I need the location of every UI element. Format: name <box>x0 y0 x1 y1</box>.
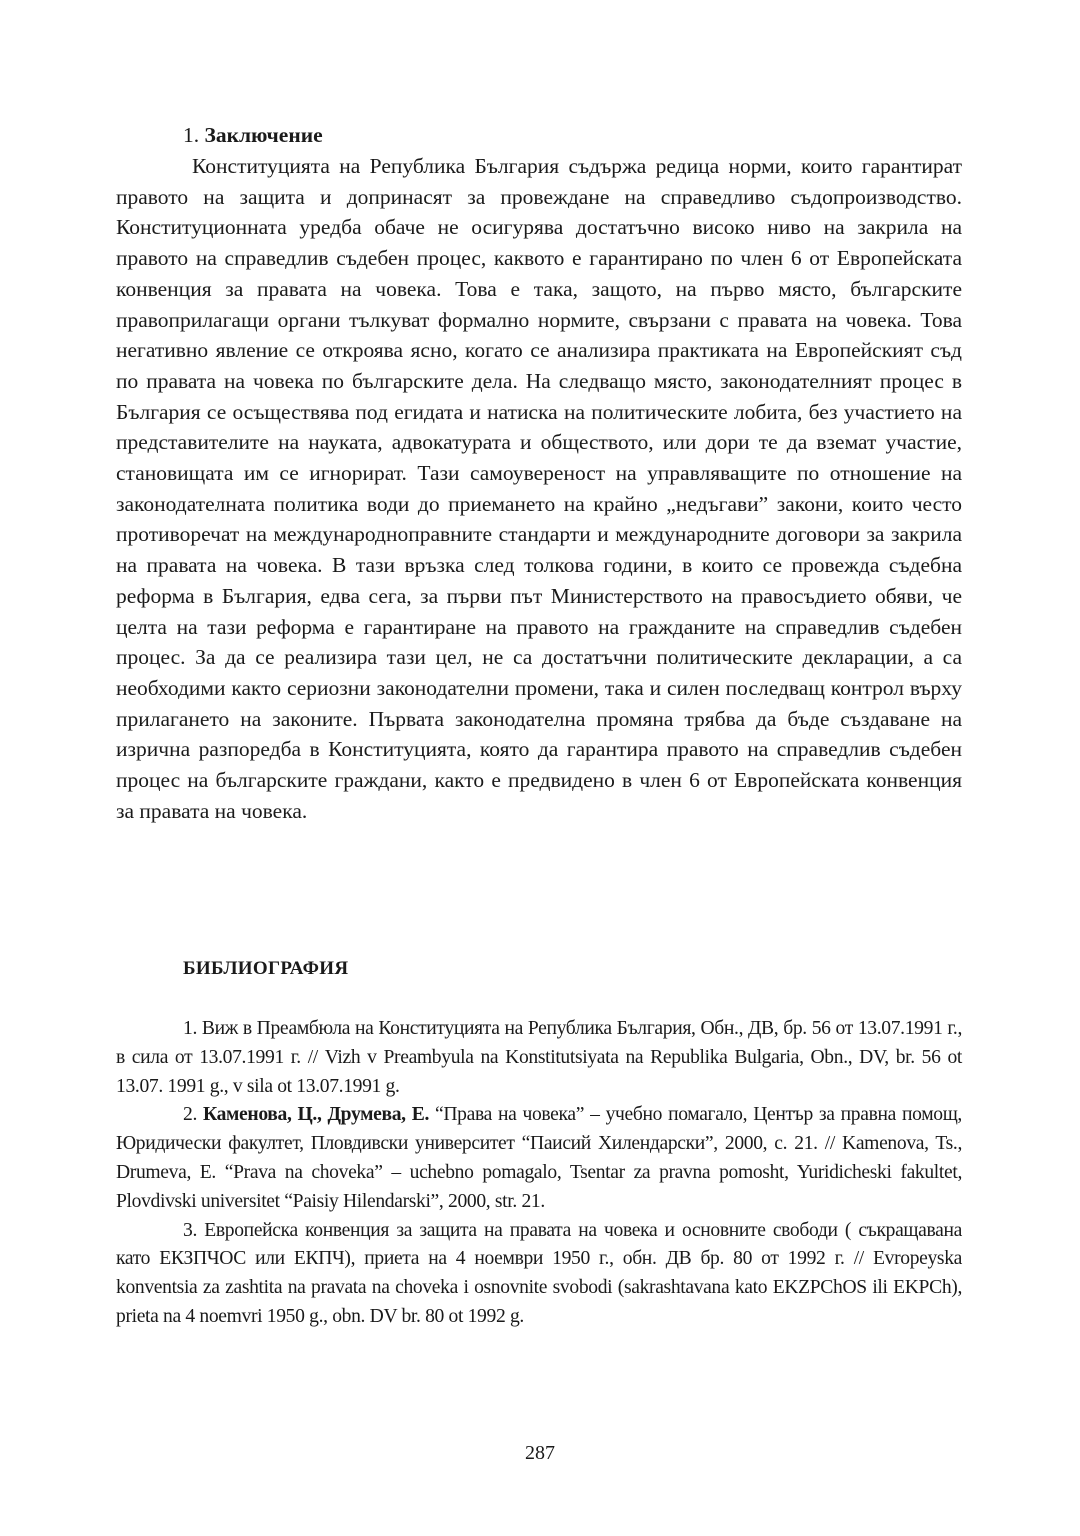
section-heading <box>116 120 962 151</box>
bibliography-heading: БИБЛИОГРАФИЯ <box>183 958 349 979</box>
bibliography-item-number: 1. <box>183 1018 197 1039</box>
bibliography-item-number: 2. <box>183 1104 197 1126</box>
page-number: 287 <box>525 1442 555 1464</box>
bibliography-item <box>116 1101 962 1216</box>
section-title: Заключение <box>204 123 323 147</box>
bibliography-item-text: “Права на човека” – учебно помагало, Център за правна помощ, Юридически факултет, Пловдивски университет “Паисий Хилендарски”, 2000, с. 21. // Kamenova, Ts., Drumeva, E. “Prava na choveka” – uchebno pomagalo, Tsentar za pravna pomosht, Yuridicheski fakultet, Plovdivski universitet “Paisiy Hilendarski”, 2000, str. 21. <box>116 1104 962 1212</box>
conclusion-paragraph: Конституцията на Република България съдържа редица норми, които гарантират правото на защита и допринасят за провеждане на справедливо съдопроизводство. Конституционната уредба обаче не осигурява достатъчно високо ниво на закрила на правото на справедлив съдебен процес, каквото е гарантирано по член 6 от Европейската конвенция за правата на човека. Това е така, защото, на първо място, българските правоприлагащи органи тълкуват формално нормите, свързани с правата на човека. Това негативно явление се откроява ясно, когато се анализира практиката на Европейският съд по правата на човека по българските дела. На следващо място, законодателният процес в България се осъществява под егидата и натиска на политическите лобита, без участието на представителите на науката, адвокатурата и обществото, или дори те да вземат участие, становищата им се игнорират. Тази самоувереност на управляващите по отношение на законодателната политика води до приемането на крайно „недъгави” закони, които често противоречат на международноправните стандарти и международните договори за закрила на правата на човека. В тази връзка след толкова години, в които се провежда съдебна реформа в България, едва сега, за първи път Министерството на правосъдието обяви, че целта на тази реформа е гарантиране на правото на гражданите на справедлив съдебен процес. За да се реализира тази цел, не са достатъчни политическите декларации, а са необходими както сериозни законодателни промени, така и силен последващ контрол върху прилагането на законите. Първата законодателна промяна трябва да бъде създаване на изрична разпоредба в Конституцията, която да гарантира правото на справедлив съдебен процес на българските граждани, както е предвидено в член 6 от Европейската конвенция за правата на човека. <box>116 154 962 823</box>
bibliography-item <box>116 1015 962 1101</box>
bibliography-item-number: 3. <box>183 1219 197 1241</box>
bibliography-item-authors: Каменова, Ц., Друмева, Е. <box>203 1104 429 1126</box>
bibliography-item <box>116 1217 962 1332</box>
bibliography-item-text: Европейска конвенция за защита на правата на човека и основните свободи ( съкращавана като ЕКЗПЧОС или ЕКПЧ), приета на 4 ноември 1950 г., обн. ДВ бр. 80 от 1992 г. // Evropeyska konventsia za zashtita na pravata na choveka i osnovnite svobodi (sakrashtavana kato EKZPChOS ili EKPCh), prieta na 4 noemvri 1950 g., obn. DV br. 80 ot 1992 g. <box>116 1219 962 1327</box>
section-number: 1. <box>183 123 200 147</box>
bibliography-list <box>116 1015 962 1332</box>
bibliography-item-text: Виж в Преамбюла на Конституцията на Република България, Обн., ДВ, бр. 56 от 13.07.1991 г., в сила от 13.07.1991 г. // Vizh v Preambyula na Konstitutsiyata na Republika Bulgaria, Obn., DV, br. 56 ot 13.07. 1991 g., v sila ot 13.07.1991 g. <box>116 1018 963 1097</box>
